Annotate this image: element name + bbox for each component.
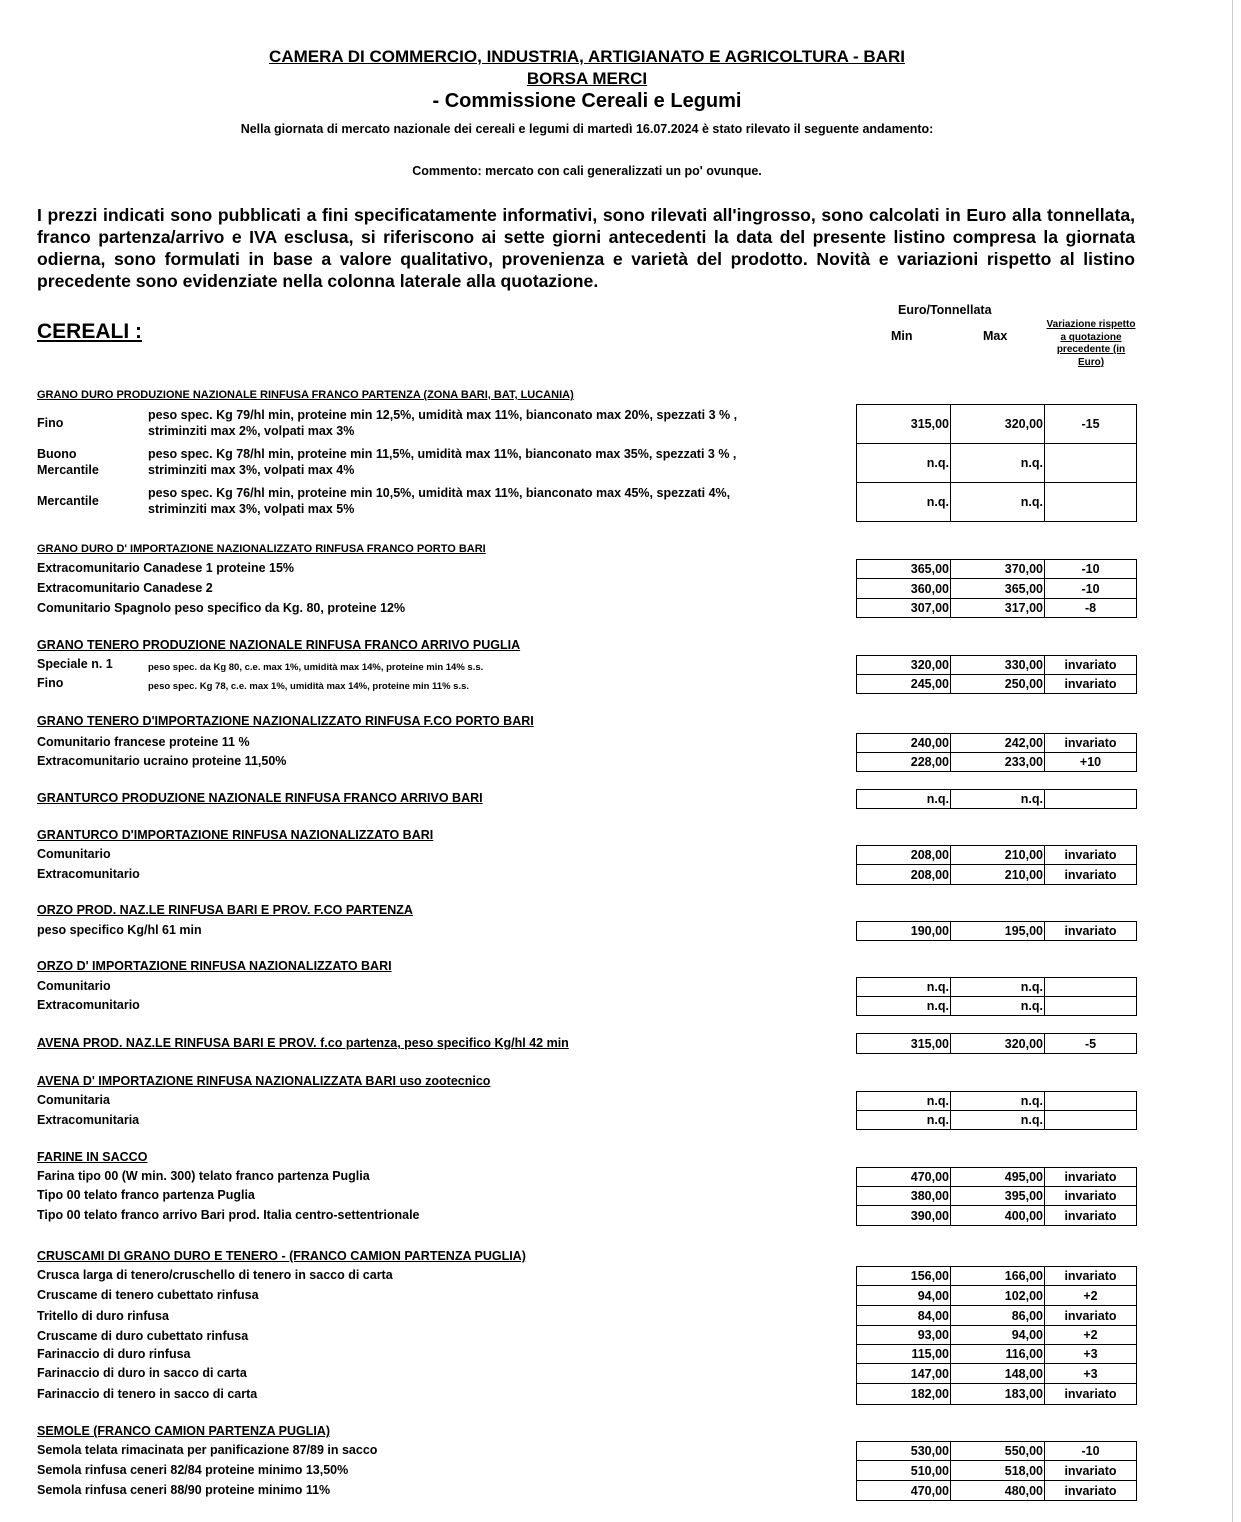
label-farina-1: Farina tipo 00 (W min. 300) telato franco partenza Puglia bbox=[37, 1169, 370, 1183]
price-row bbox=[856, 482, 1137, 522]
price-max: 148,00 bbox=[951, 1364, 1045, 1383]
price-max: 195,00 bbox=[951, 922, 1045, 940]
price-row bbox=[856, 1205, 1137, 1226]
price-row bbox=[856, 559, 1137, 579]
price-row bbox=[856, 1110, 1137, 1130]
price-var: invariato bbox=[1064, 1170, 1117, 1184]
label-semola-3: Semola rinfusa ceneri 88/90 proteine minimo 11% bbox=[37, 1483, 331, 1497]
price-var bbox=[1045, 790, 1136, 808]
price-min: 156,00 bbox=[857, 1267, 951, 1285]
label-buono-mercantile: Mercantile bbox=[37, 463, 99, 477]
price-var bbox=[1045, 1092, 1136, 1110]
price-max: 210,00 bbox=[951, 865, 1045, 884]
price-row bbox=[856, 1033, 1137, 1054]
desc-buono-2: striminziti max 3%, volpati max 4% bbox=[148, 463, 355, 477]
price-min: 115,00 bbox=[857, 1345, 951, 1363]
price-min: 94,00 bbox=[857, 1286, 951, 1305]
price-var: invariato bbox=[1064, 848, 1117, 862]
price-min: 93,00 bbox=[857, 1326, 951, 1344]
price-var: invariato bbox=[1064, 658, 1117, 672]
price-max: 183,00 bbox=[951, 1384, 1045, 1404]
price-var: invariato bbox=[1064, 924, 1117, 938]
price-var: invariato bbox=[1064, 736, 1117, 750]
price-row bbox=[856, 1344, 1137, 1364]
price-var: invariato bbox=[1064, 1308, 1117, 1323]
borsa-title: BORSA MERCI bbox=[526, 69, 648, 88]
price-max: n.q. bbox=[951, 790, 1045, 808]
label-farina-3: Tipo 00 telato franco arrivo Bari prod. Italia centro-settentrionale bbox=[37, 1208, 420, 1222]
price-min: 365,00 bbox=[857, 560, 951, 578]
price-min: n.q. bbox=[857, 483, 951, 521]
price-row bbox=[856, 1460, 1137, 1481]
intro-paragraph: I prezzi indicati sono pubblicati a fini specificatamente informativi, sono rilevati all'ingrosso, sono calcolati in Euro alla tonnellata, franco partenza/arrivo e IVA esclusa, si riferiscono ai sette giorni antecedenti la data del presente listino compresa la giornata odierna, sono formulati in base a valore qualitativo, provenienza e varietà del prodotto. Novità e variazioni rispetto al listino precedente sono evidenziate nella colonna laterale alla quotazione. bbox=[37, 205, 1135, 291]
price-max: 370,00 bbox=[951, 560, 1045, 578]
price-max: 330,00 bbox=[951, 656, 1045, 674]
price-min: 360,00 bbox=[857, 579, 951, 598]
price-max: 250,00 bbox=[951, 675, 1045, 693]
label-cruscami-4: Cruscame di duro cubettato rinfusa bbox=[37, 1329, 249, 1343]
label-cruscami-6: Farinaccio di duro in sacco di carta bbox=[37, 1366, 247, 1380]
min-header: Min bbox=[891, 329, 913, 343]
price-var: -15 bbox=[1081, 417, 1100, 431]
price-row bbox=[856, 1441, 1137, 1461]
price-var bbox=[1045, 1111, 1136, 1129]
price-min: n.q. bbox=[857, 997, 951, 1015]
price-row bbox=[856, 864, 1137, 885]
price-var bbox=[1045, 997, 1136, 1015]
price-max: 116,00 bbox=[951, 1345, 1045, 1363]
price-min: 470,00 bbox=[857, 1168, 951, 1186]
price-row bbox=[856, 1285, 1137, 1306]
label-cruscami-1: Crusca larga di tenero/cruschello di tenero in sacco di carta bbox=[37, 1268, 393, 1282]
section-grano-duro-importazione: GRANO DURO D' IMPORTAZIONE NAZIONALIZZATO RINFUSA FRANCO PORTO BARI bbox=[37, 543, 486, 555]
price-row bbox=[856, 1091, 1137, 1111]
section-cruscami: CRUSCAMI DI GRANO DURO E TENERO - (FRANCO CAMION PARTENZA PUGLIA) bbox=[37, 1249, 526, 1263]
price-max: n.q. bbox=[951, 1092, 1045, 1110]
price-max: n.q. bbox=[951, 444, 1045, 482]
price-row bbox=[856, 752, 1137, 772]
price-row bbox=[856, 578, 1137, 599]
price-row bbox=[856, 404, 1137, 444]
label-cruscami-7: Farinaccio di tenero in sacco di carta bbox=[37, 1387, 258, 1401]
label-orzo-comunitario: Comunitario bbox=[37, 979, 111, 993]
price-max: 400,00 bbox=[951, 1206, 1045, 1225]
price-var: -10 bbox=[1081, 581, 1100, 596]
desc-speciale: peso spec. da Kg 80, c.e. max 1%, umidità max 14%, proteine min 14% s.s. bbox=[148, 662, 484, 673]
label-orzo-peso: peso specifico Kg/hl 61 min bbox=[37, 923, 202, 937]
price-max: 102,00 bbox=[951, 1286, 1045, 1305]
section-granturco-nazionale: GRANTURCO PRODUZIONE NAZIONALE RINFUSA FRANCO ARRIVO BARI bbox=[37, 791, 483, 805]
price-min: 228,00 bbox=[857, 753, 951, 771]
price-min: 307,00 bbox=[857, 599, 951, 617]
price-row bbox=[856, 733, 1137, 753]
price-min: n.q. bbox=[857, 790, 951, 808]
price-max: n.q. bbox=[951, 1111, 1045, 1129]
price-var: invariato bbox=[1064, 1483, 1117, 1498]
price-min: 190,00 bbox=[857, 922, 951, 940]
label-gt-extracomunitario: Extracomunitario bbox=[37, 867, 140, 881]
label-speciale: Speciale n. 1 bbox=[37, 657, 113, 671]
price-max: 495,00 bbox=[951, 1168, 1045, 1186]
label-buono: Buono bbox=[37, 447, 77, 461]
price-min: 208,00 bbox=[857, 846, 951, 864]
price-min: n.q. bbox=[857, 1111, 951, 1129]
price-max: 86,00 bbox=[951, 1306, 1045, 1325]
price-max: n.q. bbox=[951, 978, 1045, 996]
page-edge-line bbox=[1232, 0, 1233, 1522]
price-row bbox=[856, 996, 1137, 1016]
price-var: invariato bbox=[1064, 1208, 1117, 1223]
section-semole: SEMOLE (FRANCO CAMION PARTENZA PUGLIA) bbox=[37, 1424, 331, 1438]
price-row bbox=[856, 655, 1137, 675]
price-max: 550,00 bbox=[951, 1442, 1045, 1460]
section-avena-nazionale: AVENA PROD. NAZ.LE RINFUSA BARI E PROV. f.co partenza, peso specifico Kg/hl 42 min bbox=[37, 1036, 569, 1050]
price-min: 182,00 bbox=[857, 1384, 951, 1404]
price-max: 210,00 bbox=[951, 846, 1045, 864]
price-var: -10 bbox=[1081, 1444, 1100, 1458]
price-var: invariato bbox=[1064, 867, 1117, 882]
section-orzo-importazione: ORZO D' IMPORTAZIONE RINFUSA NAZIONALIZZATO BARI bbox=[37, 959, 392, 973]
label-mercantile: Mercantile bbox=[37, 494, 99, 508]
price-var: invariato bbox=[1064, 1387, 1117, 1401]
price-var: +10 bbox=[1079, 755, 1102, 769]
section-grano-duro-nazionale: GRANO DURO PRODUZIONE NAZIONALE RINFUSA FRANCO PARTENZA (ZONA BARI, BAT, LUCANIA) bbox=[37, 389, 574, 401]
price-min: 84,00 bbox=[857, 1306, 951, 1325]
price-max: n.q. bbox=[951, 483, 1045, 521]
price-var: invariato bbox=[1064, 1463, 1117, 1478]
price-min: n.q. bbox=[857, 444, 951, 482]
price-min: 315,00 bbox=[857, 1034, 951, 1053]
price-row bbox=[856, 1325, 1137, 1345]
price-var: +2 bbox=[1083, 1328, 1098, 1342]
price-var: -8 bbox=[1084, 601, 1097, 615]
price-min: 390,00 bbox=[857, 1206, 951, 1225]
variazione-header: Variazione rispetto a quotazione precedente (in Euro) bbox=[1046, 319, 1136, 368]
price-row bbox=[856, 1363, 1137, 1384]
desc-merc-2: striminziti max 3%, volpati max 5% bbox=[148, 502, 355, 516]
price-min: 380,00 bbox=[857, 1187, 951, 1205]
price-max: 365,00 bbox=[951, 579, 1045, 598]
price-row bbox=[856, 921, 1137, 941]
giornata-text: Nella giornata di mercato nazionale dei cereali e legumi di martedì 16.07.2024 è stato rilevato il seguente andamento: bbox=[240, 122, 934, 136]
price-row bbox=[856, 845, 1137, 865]
price-var: -5 bbox=[1084, 1036, 1097, 1051]
label-cruscami-5: Farinaccio di duro rinfusa bbox=[37, 1347, 191, 1361]
label-semola-1: Semola telata rimacinata per panificazione 87/89 in sacco bbox=[37, 1443, 378, 1457]
price-max: 320,00 bbox=[951, 405, 1045, 443]
desc-fino-tenero: peso spec. Kg 78, c.e. max 1%, umidità max 14%, proteine min 11% s.s. bbox=[148, 681, 470, 692]
price-var: +2 bbox=[1083, 1288, 1098, 1303]
price-min: 208,00 bbox=[857, 865, 951, 884]
label-fino-tenero: Fino bbox=[37, 676, 64, 690]
max-header: Max bbox=[983, 329, 1008, 343]
label-cruscami-3: Tritello di duro rinfusa bbox=[37, 1309, 169, 1323]
price-min: 245,00 bbox=[857, 675, 951, 693]
label-canadese-1: Extracomunitario Canadese 1 proteine 15% bbox=[37, 561, 295, 575]
price-max: 480,00 bbox=[951, 1481, 1045, 1500]
price-min: n.q. bbox=[857, 978, 951, 996]
price-min: 530,00 bbox=[857, 1442, 951, 1460]
desc-fino-1: peso spec. Kg 79/hl min, proteine min 12,5%, umidità max 11%, bianconato max 20%, spezzati 3 % , bbox=[148, 408, 738, 422]
unit-header: Euro/Tonnellata bbox=[898, 303, 992, 317]
price-var: +3 bbox=[1083, 1347, 1098, 1361]
label-gt-comunitario: Comunitario bbox=[37, 847, 111, 861]
price-var bbox=[1045, 978, 1136, 996]
label-avena-extracomunitaria: Extracomunitaria bbox=[37, 1113, 140, 1127]
price-row bbox=[856, 789, 1137, 809]
price-row bbox=[856, 1305, 1137, 1326]
price-row bbox=[856, 1167, 1137, 1187]
section-granturco-importazione: GRANTURCO D'IMPORTAZIONE RINFUSA NAZIONALIZZATO BARI bbox=[37, 828, 434, 842]
price-max: 518,00 bbox=[951, 1461, 1045, 1480]
cereali-title: CEREALI : bbox=[37, 320, 142, 343]
price-var: -10 bbox=[1081, 562, 1100, 576]
section-farine: FARINE IN SACCO bbox=[37, 1150, 148, 1164]
price-min: 320,00 bbox=[857, 656, 951, 674]
section-avena-importazione: AVENA D' IMPORTAZIONE RINFUSA NAZIONALIZZATA BARI uso zootecnico bbox=[37, 1074, 491, 1088]
price-max: 242,00 bbox=[951, 734, 1045, 752]
price-var bbox=[1045, 444, 1136, 482]
price-min: n.q. bbox=[857, 1092, 951, 1110]
label-semola-2: Semola rinfusa ceneri 82/84 proteine minimo 13,50% bbox=[37, 1463, 349, 1477]
price-min: 510,00 bbox=[857, 1461, 951, 1480]
price-max: 317,00 bbox=[951, 599, 1045, 617]
price-var bbox=[1045, 483, 1136, 521]
price-row bbox=[856, 1480, 1137, 1501]
price-max: 320,00 bbox=[951, 1034, 1045, 1053]
desc-merc-1: peso spec. Kg 76/hl min, proteine min 10,5%, umidità max 11%, bianconato max 45%, spezzati 4%, bbox=[148, 486, 731, 500]
price-row bbox=[856, 1186, 1137, 1206]
price-max: 233,00 bbox=[951, 753, 1045, 771]
price-row bbox=[856, 1383, 1137, 1405]
price-max: n.q. bbox=[951, 997, 1045, 1015]
label-spagnolo: Comunitario Spagnolo peso specifico da Kg. 80, proteine 12% bbox=[37, 601, 406, 615]
price-var: invariato bbox=[1064, 677, 1117, 691]
price-var: invariato bbox=[1064, 1189, 1117, 1203]
label-ucraino: Extracomunitario ucraino proteine 11,50% bbox=[37, 754, 287, 768]
price-row bbox=[856, 674, 1137, 694]
price-max: 166,00 bbox=[951, 1267, 1045, 1285]
commissione-title: - Commissione Cereali e Legumi bbox=[432, 90, 742, 112]
label-farina-2: Tipo 00 telato franco partenza Puglia bbox=[37, 1188, 255, 1202]
price-min: 470,00 bbox=[857, 1481, 951, 1500]
price-row bbox=[856, 598, 1137, 618]
label-francese: Comunitario francese proteine 11 % bbox=[37, 735, 250, 749]
org-title: CAMERA DI COMMERCIO, INDUSTRIA, ARTIGIANATO E AGRICOLTURA - BARI bbox=[269, 47, 905, 66]
desc-buono-1: peso spec. Kg 78/hl min, proteine min 11,5%, umidità max 11%, bianconato max 35%, spezzati 3 % , bbox=[148, 447, 737, 461]
section-grano-tenero-importazione: GRANO TENERO D'IMPORTAZIONE NAZIONALIZZATO RINFUSA F.CO PORTO BARI bbox=[37, 714, 534, 728]
label-avena-comunitaria: Comunitaria bbox=[37, 1093, 110, 1107]
section-grano-tenero-nazionale: GRANO TENERO PRODUZIONE NAZIONALE RINFUSA FRANCO ARRIVO PUGLIA bbox=[37, 638, 521, 652]
price-row bbox=[856, 1266, 1137, 1286]
price-max: 395,00 bbox=[951, 1187, 1045, 1205]
price-row bbox=[856, 977, 1137, 997]
label-fino: Fino bbox=[37, 416, 64, 430]
label-orzo-extracomunitario: Extracomunitario bbox=[37, 998, 140, 1012]
price-min: 147,00 bbox=[857, 1364, 951, 1383]
section-orzo-nazionale: ORZO PROD. NAZ.LE RINFUSA BARI E PROV. F.CO PARTENZA bbox=[37, 903, 413, 917]
price-min: 315,00 bbox=[857, 405, 951, 443]
label-canadese-2: Extracomunitario Canadese 2 bbox=[37, 581, 213, 595]
desc-fino-2: striminziti max 2%, volpati max 3% bbox=[148, 424, 355, 438]
commento-text: Commento: mercato con cali generalizzati un po' ovunque. bbox=[412, 164, 762, 178]
price-row bbox=[856, 443, 1137, 483]
price-max: 94,00 bbox=[951, 1326, 1045, 1344]
price-var: +3 bbox=[1083, 1366, 1098, 1381]
label-cruscami-2: Cruscame di tenero cubettato rinfusa bbox=[37, 1288, 259, 1302]
price-min: 240,00 bbox=[857, 734, 951, 752]
price-var: invariato bbox=[1064, 1269, 1117, 1283]
